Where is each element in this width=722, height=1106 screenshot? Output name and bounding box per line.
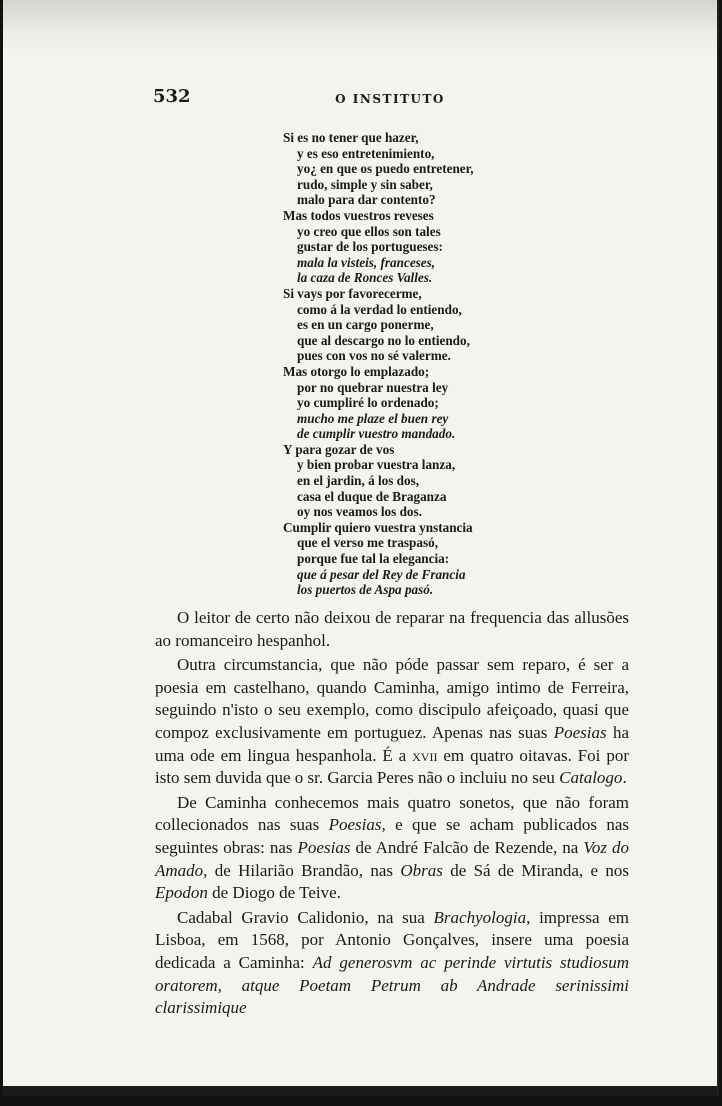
scan-shadow-bottom [3,1086,717,1096]
poem-line: que á pesar del Rey de Francia [297,566,466,582]
italic-title: Poesias [553,722,607,742]
paragraph-text: de André Falcão de Rezende, na [350,837,584,857]
paragraph-text: de Sá de Miranda, e nos [442,860,629,880]
paragraph-text: . [622,768,627,788]
paragraph-text: em quatro oitavas. Foi por isto sem duvida que o sr. Garcia Peres não o incluiu no seu [155,745,629,788]
italic-title: Poesias [297,837,351,857]
italic-title: Voz do Amado, [155,837,629,880]
poem-line: y bien probar vuestra lanza, [297,457,456,473]
page-number: 532 [153,86,191,107]
poem-line: pues con vos no sé valerme. [297,348,451,364]
poem-line: porque fue tal la elegancia: [297,551,450,567]
poem-line: y es eso entretenimiento, [297,145,435,161]
poem-line: como á la verdad lo entiendo, [297,301,462,317]
poem-line: en el jardin, á los dos, [297,473,419,489]
italic-latin-dedication: Ad generosvm ac perinde virtutis studiosum oratorem, atque Poetam Petrum ab Andrade serinissimi clarissimique [155,952,629,1018]
poem-line: Mas todos vuestros reveses [283,207,434,223]
poem-line: rudo, simple y sin saber, [297,176,433,192]
roman-numeral: xvii [412,745,438,765]
poem-line: por no quebrar nuestra ley [297,379,449,395]
poem-line: los puertos de Aspa pasó. [297,582,434,598]
poem-line: yo cumpliré lo ordenado; [297,395,439,411]
paragraph-text: ha uma ode em lingua hespanhola. É a [155,722,630,765]
paragraph-text: de Hilarião Brandão, nas [207,860,401,880]
italic-title: Poesias, [328,815,386,835]
paragraph-2 [155,654,629,790]
poem-line: de cumplir vuestro mandado. [297,426,456,442]
poem-line: que el verso me traspasó, [297,535,439,551]
paragraph-text: de Diogo de Teive. [207,883,341,903]
poem-line: casa el duque de Braganza [297,488,447,504]
paragraph-text: O leitor de certo não deixou de reparar na frequencia das allusões ao romanceiro hespanhol. [155,608,629,650]
paragraph-text: Cadabal Gravio Calidonio, na sua [177,907,434,927]
paragraph-text: Outra circumstancia, que não póde passar sem reparo, é ser a poesia em castelhano, quando Caminha, amigo intimo de Ferreira, seguindo n'isto o seu exemplo, como discipulo afeiçoado, quasi que compoz exclusivamente em portuguez. Apenas nas suas [155,655,629,742]
poem-line: Si vays por favorecerme, [283,285,422,301]
poem-line: Y para gozar de vos [283,441,395,457]
italic-title: Epodon [155,883,208,903]
paragraph-3 [155,792,629,905]
poem-line: malo para dar contento? [297,192,436,208]
paragraph-1 [155,607,629,652]
paragraph-4 [155,907,629,1020]
scan-shadow-top [3,0,717,52]
poem-line: Si es no tener que hazer, [283,130,419,145]
paragraph-text: impressa em Lisboa, em 1568, por Antonio Gonçalves, insere uma poesia dedicada a Caminha: [155,907,629,972]
poem-line: Mas otorgo lo emplazado; [283,363,430,379]
italic-title: Brachyologia, [433,907,531,927]
poem-line: es en un cargo ponerme, [297,317,434,333]
poem-line: la caza de Ronces Valles. [297,270,433,286]
paragraph-text: e que se acham publicados nas seguintes obras: nas [155,815,629,857]
poem-line: oy nos veamos los dos. [297,504,422,520]
poem-block [283,130,533,598]
poem-line: que al descargo no lo entiendo, [297,332,470,348]
poem-line: yo¿ en que os puedo entretener, [297,161,474,177]
paragraph-text: De Caminha conhecemos mais quatro sonetos, que não foram collecionados nas suas [155,792,629,835]
book-page [3,0,719,1096]
poem-line: yo creo que ellos son tales [297,223,441,239]
poem-line: mucho me plaze el buen rey [297,410,449,426]
poem-line: Cumplir quiero vuestra ynstancia [283,519,473,535]
poem-line: mala la visteis, franceses, [297,254,436,270]
prose-body [155,607,629,1020]
italic-title: Obras [400,860,443,880]
running-title: O INSTITUTO [335,92,445,106]
poem-line: gustar de los portugueses: [297,239,443,255]
italic-title: Catalogo [559,768,623,788]
